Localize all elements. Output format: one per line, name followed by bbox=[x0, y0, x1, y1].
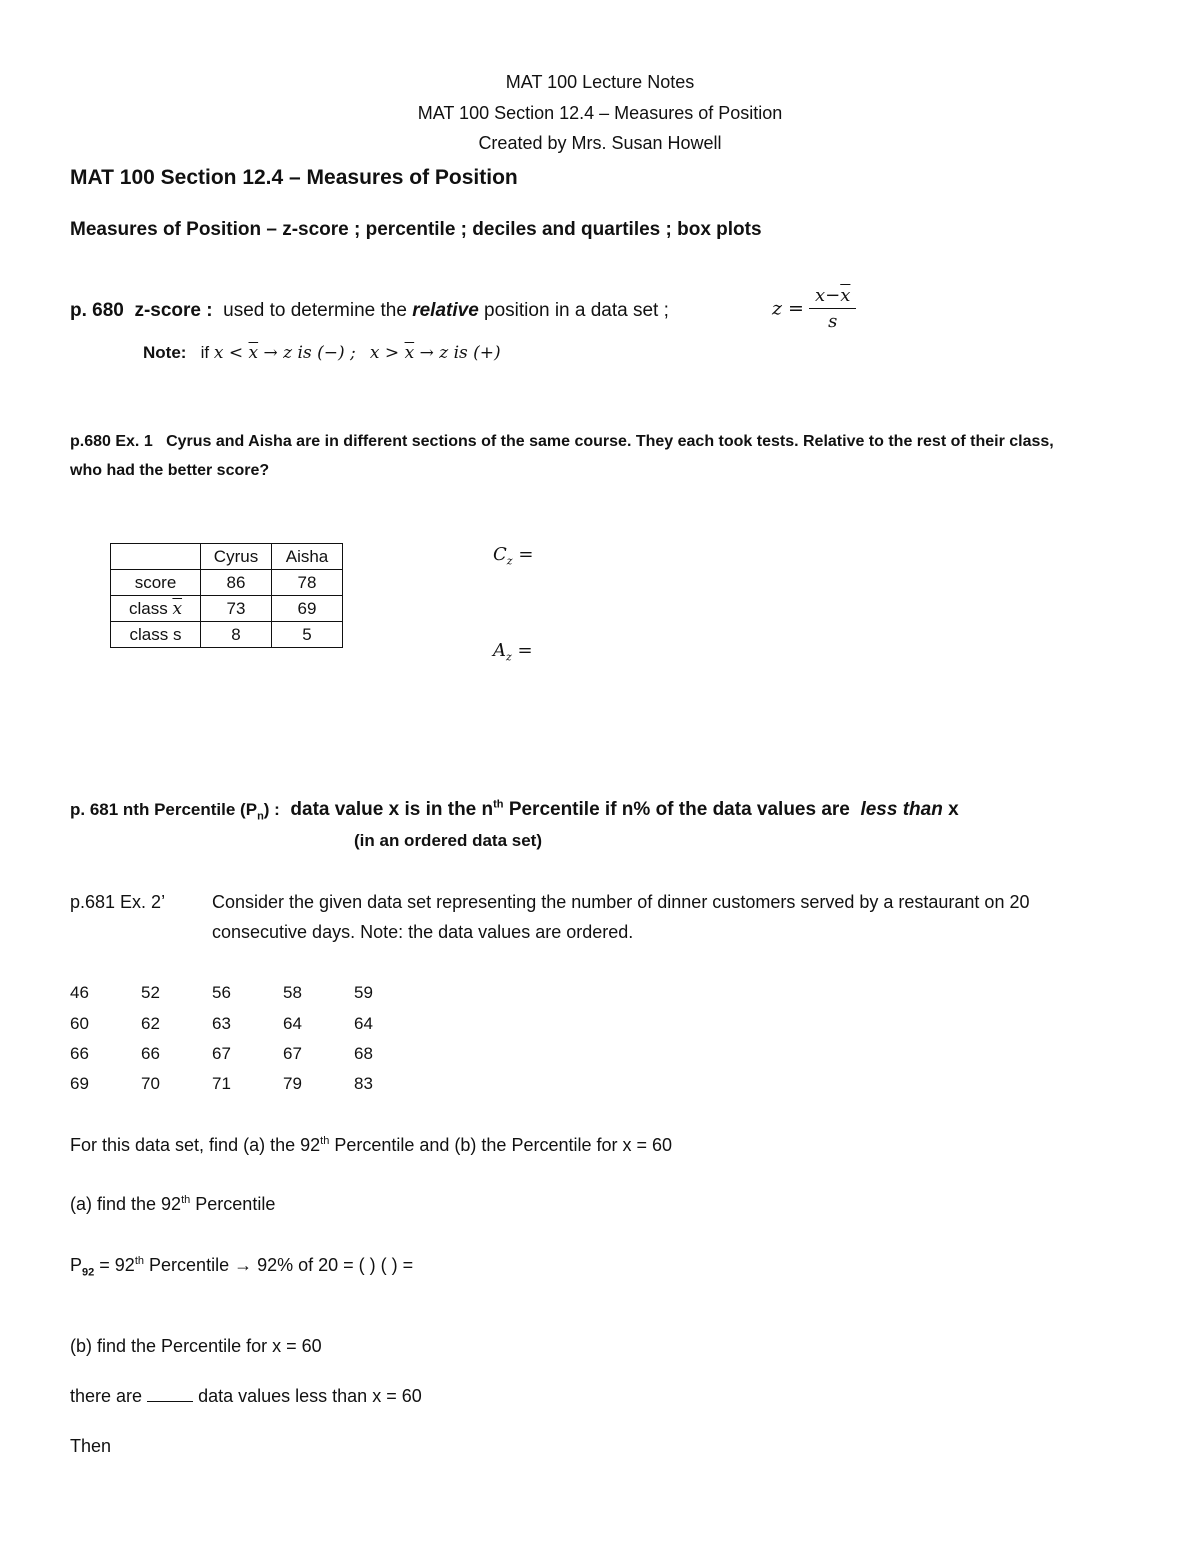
data-value: 71 bbox=[212, 1074, 231, 1093]
find-instructions: For this data set, find (a) the 92th Percentile and (b) the Percentile for x = 60 bbox=[70, 1135, 673, 1155]
data-value: 63 bbox=[212, 1014, 231, 1033]
formula-numerator: $x-\overline{x}$ bbox=[809, 285, 856, 309]
table-header-cyrus: Cyrus bbox=[201, 544, 272, 570]
cyrus-zscore-blank: $C_z$ = bbox=[493, 544, 534, 568]
then-line: Then bbox=[70, 1436, 112, 1456]
data-value: 59 bbox=[354, 983, 373, 1002]
note-label: Note: bbox=[143, 343, 187, 362]
percentile-note: (in an ordered data set) bbox=[354, 831, 542, 850]
data-value: 46 bbox=[70, 983, 89, 1002]
percentile-page: p. 681 nth Percentile $(P_n)$ : bbox=[70, 800, 280, 823]
note-case-2: $x > \overline{x} \to z$ is (+) bbox=[369, 343, 501, 363]
data-value: 70 bbox=[141, 1074, 160, 1093]
header-line-2: MAT 100 Section 12.4 – Measures of Position bbox=[417, 103, 783, 123]
section-subtitle: Measures of Position – z-score ; percentile ; deciles and quartiles ; box plots bbox=[70, 219, 762, 240]
formula-denominator: s bbox=[828, 311, 838, 332]
formula-lhs: z = bbox=[772, 297, 804, 320]
data-value: 83 bbox=[354, 1074, 373, 1093]
data-value: 58 bbox=[283, 983, 302, 1002]
percentile-desc-a: data value x is in the n bbox=[290, 799, 494, 820]
example1-text-1: Cyrus and Aisha are in different sections of the same course. They each took tests. Relative to the rest of their class, bbox=[166, 433, 1054, 450]
table-row bbox=[111, 622, 343, 648]
p92-work-line: $P_{92} = 92th$ Percentile → 92% of 20 = ( ) ( ) = bbox=[70, 1255, 414, 1279]
note-if: if bbox=[200, 343, 210, 362]
table-cell: 69 bbox=[272, 596, 343, 622]
formula-fraction bbox=[809, 285, 856, 332]
page-title: MAT 100 Section 12.4 – Measures of Position bbox=[70, 166, 518, 189]
table-header-row bbox=[111, 544, 343, 570]
data-value: 68 bbox=[354, 1044, 373, 1063]
percentile-definition: p. 681 nth Percentile $(P_n)$ : data value x is in the $n^{th}$ Percentile if n% of the data values are less than x bbox=[70, 798, 959, 823]
count-blank-line: there are data values less than x = 60 bbox=[70, 1386, 422, 1406]
zscore-page: p. 680 bbox=[70, 300, 124, 321]
percentile-desc-c: x bbox=[948, 799, 959, 820]
example2-label: p.681 Ex. 2’ bbox=[70, 892, 166, 912]
table-cell: 78 bbox=[272, 570, 343, 596]
data-value: 64 bbox=[283, 1014, 302, 1033]
example2-text-1: Consider the given data set representing the number of dinner customers served by a restaurant on 20 bbox=[212, 892, 1030, 912]
data-grid bbox=[70, 983, 390, 1093]
table-header-blank bbox=[111, 544, 201, 570]
data-value: 67 bbox=[283, 1044, 302, 1063]
example1-label: p.680 Ex. 1 bbox=[70, 433, 153, 450]
table-cell: 8 bbox=[201, 622, 272, 648]
data-value: 62 bbox=[141, 1014, 160, 1033]
data-value: 66 bbox=[70, 1044, 89, 1063]
aisha-zscore-blank: $A_z$ = bbox=[493, 640, 533, 664]
zscore-definition bbox=[70, 300, 669, 322]
zscore-term: z-score : bbox=[134, 300, 213, 321]
zscore-desc-emphasis: relative bbox=[412, 300, 479, 321]
part-a-heading: (a) find the 92th Percentile bbox=[70, 1194, 276, 1214]
table-cell: 86 bbox=[201, 570, 272, 596]
table-row bbox=[111, 596, 343, 622]
header-line-3: Created by Mrs. Susan Howell bbox=[478, 133, 722, 153]
example2-text-2: consecutive days. Note: the data values are ordered. bbox=[212, 922, 634, 942]
table-row-label: class s bbox=[111, 622, 201, 648]
data-value: 66 bbox=[141, 1044, 160, 1063]
table-header-aisha: Aisha bbox=[272, 544, 343, 570]
data-value: 64 bbox=[354, 1014, 373, 1033]
note-case-1: $x < \overline{x} \to z$ is (−) ; bbox=[213, 343, 356, 363]
table-cell: 73 bbox=[201, 596, 272, 622]
percentile-desc-emphasis: less than bbox=[860, 799, 943, 820]
zscore-desc-before: used to determine the bbox=[223, 300, 407, 321]
zscore-note bbox=[143, 343, 501, 363]
data-value: 52 bbox=[141, 983, 160, 1002]
table-row-label: score bbox=[111, 570, 201, 596]
data-value: 67 bbox=[212, 1044, 231, 1063]
percentile-desc-b: Percentile if n% of the data values are bbox=[508, 799, 850, 820]
data-value: 79 bbox=[283, 1074, 302, 1093]
example1-line-2: who had the better score? bbox=[70, 462, 270, 479]
table-row-label: class $\overline{x}$ bbox=[111, 596, 201, 622]
data-value: 56 bbox=[212, 983, 231, 1002]
zscore-desc-after: position in a data set ; bbox=[484, 300, 669, 321]
comparison-table bbox=[110, 543, 343, 648]
table-cell: 5 bbox=[272, 622, 343, 648]
example1-line-1 bbox=[70, 433, 1054, 451]
answer-blank bbox=[147, 1401, 193, 1402]
data-value: 60 bbox=[70, 1014, 89, 1033]
part-b-heading: (b) find the Percentile for x = 60 bbox=[70, 1336, 322, 1356]
header-line-1: MAT 100 Lecture Notes bbox=[505, 72, 695, 92]
data-value: 69 bbox=[70, 1074, 89, 1093]
table-row bbox=[111, 570, 343, 596]
zscore-formula bbox=[772, 285, 856, 332]
